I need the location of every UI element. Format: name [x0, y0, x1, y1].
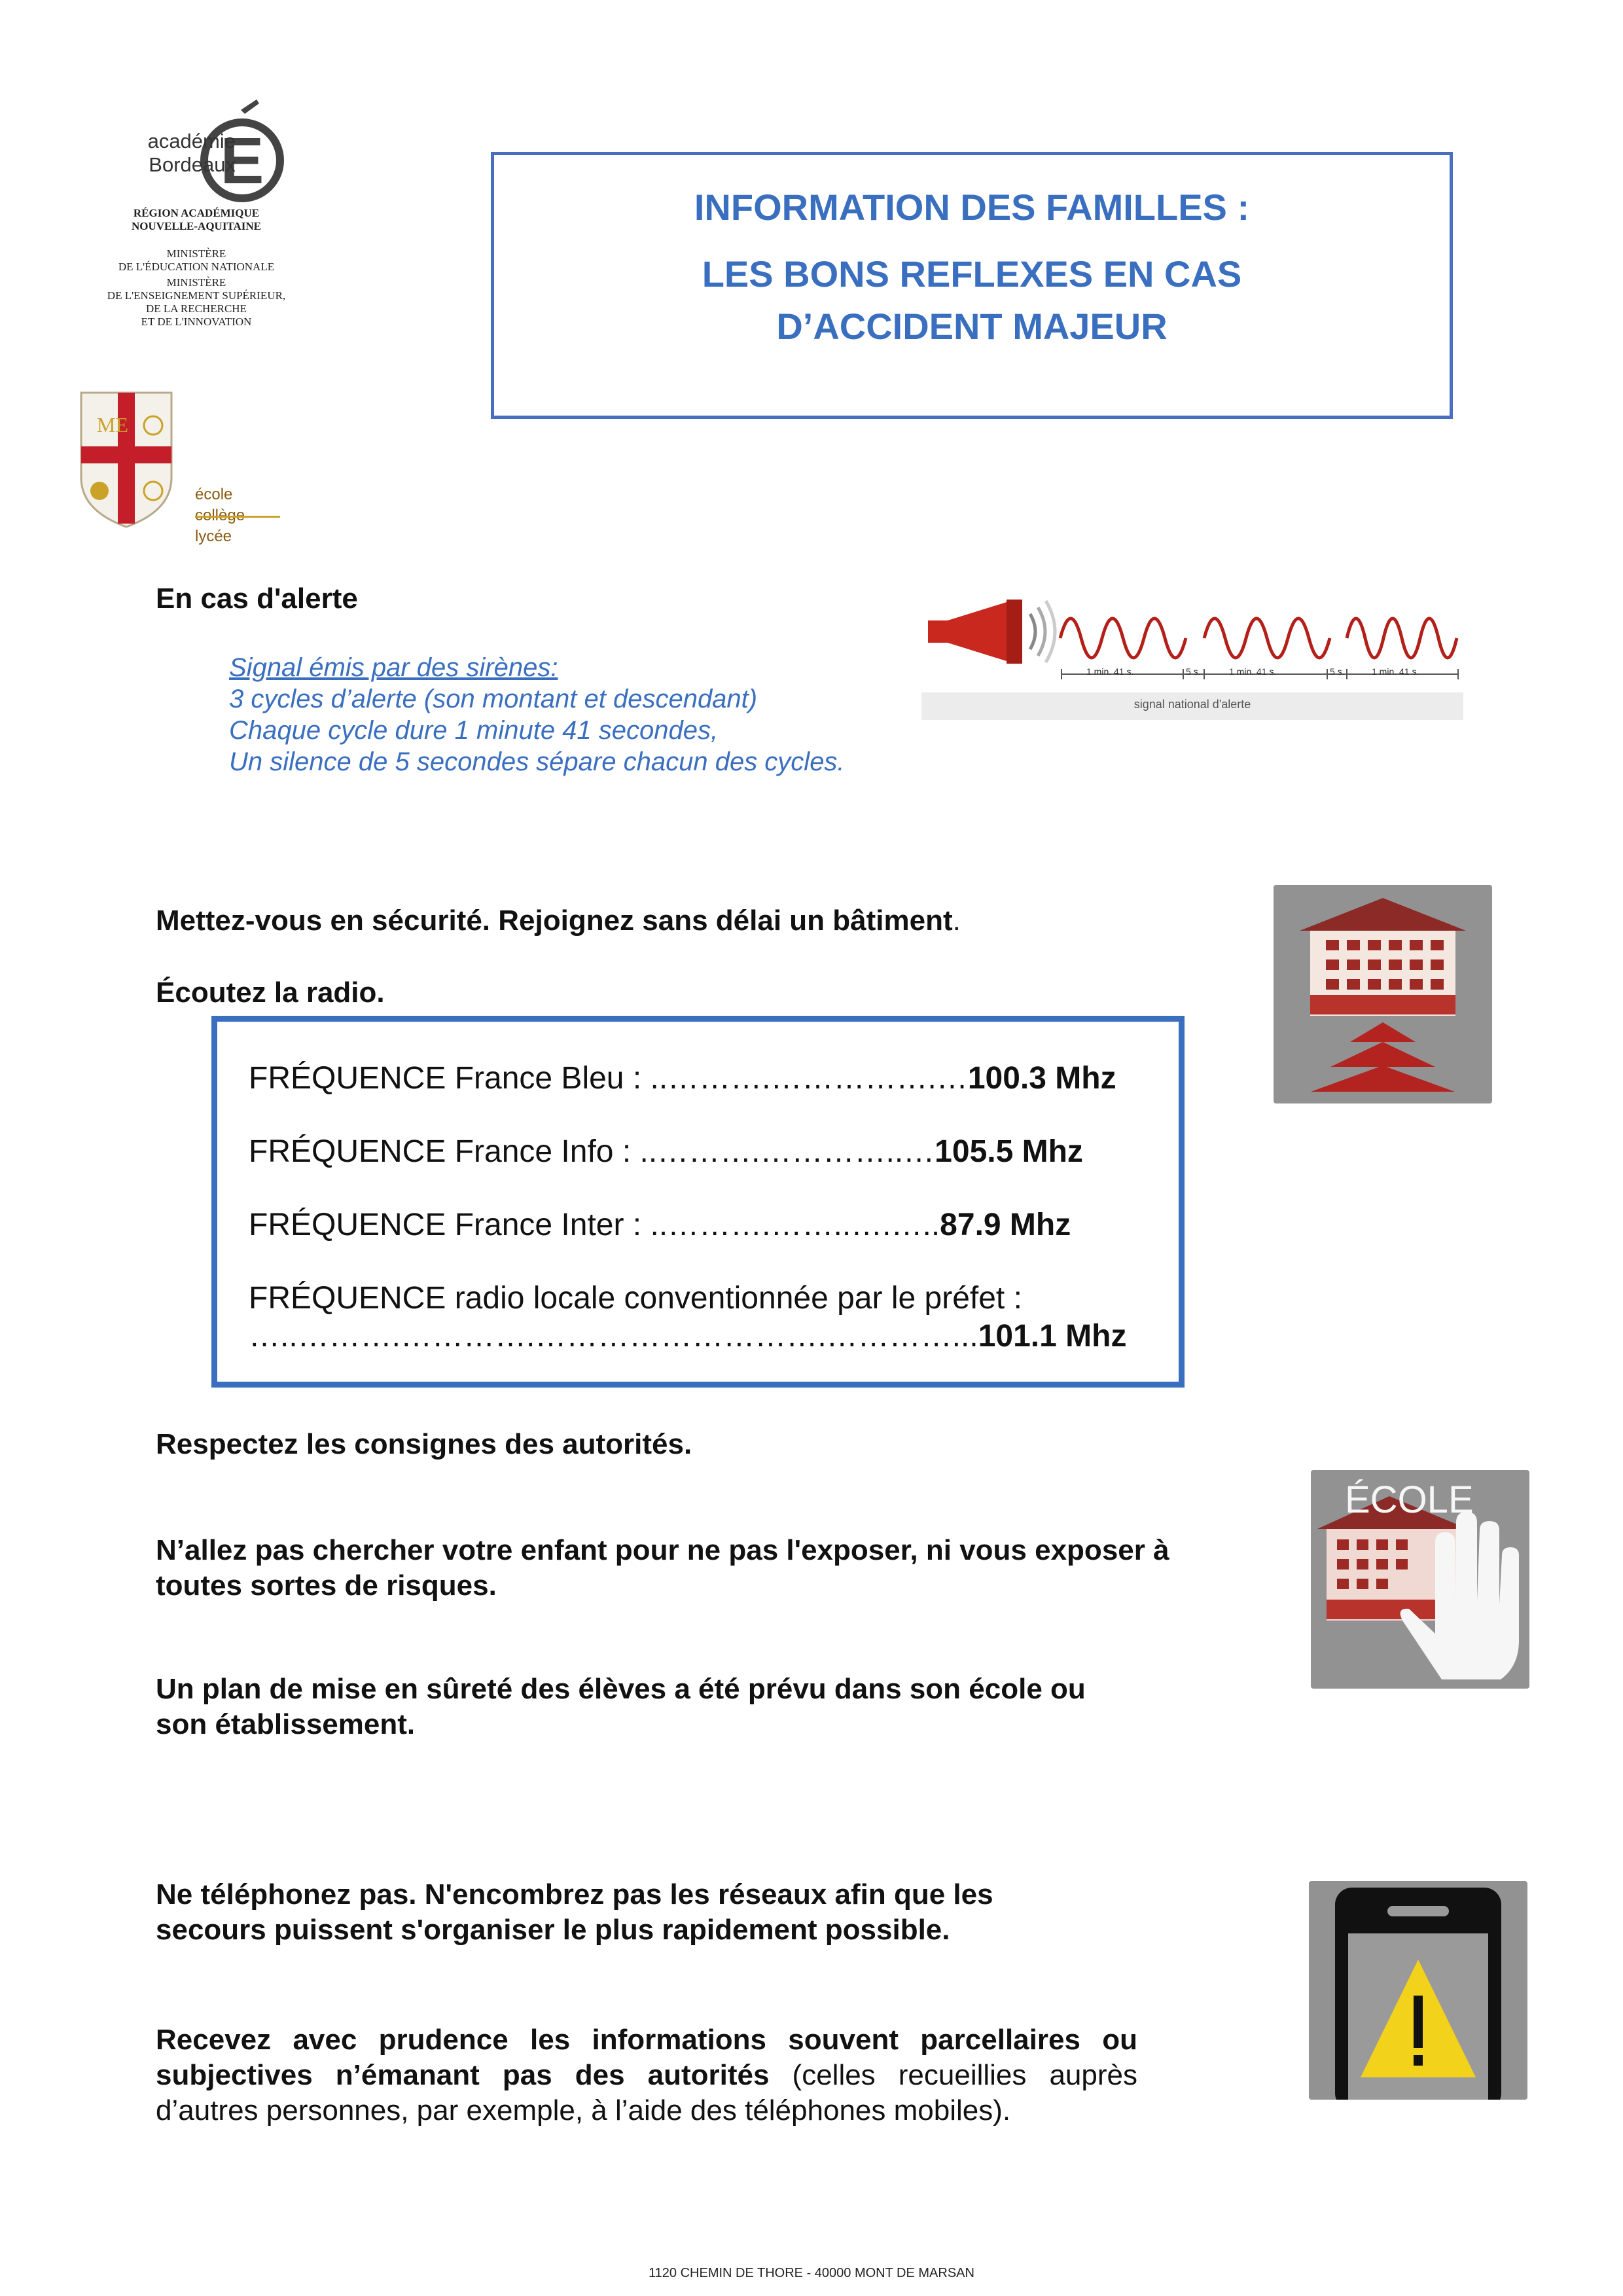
building-icon [1274, 885, 1492, 1103]
radio-frequency-box [211, 1016, 1185, 1388]
frequency-value: 105.5 Mhz [935, 1134, 1083, 1169]
frequency-value: 100.3 Mhz [967, 1061, 1116, 1096]
footer-address: 1120 CHEMIN DE THORE - 40000 MONT DE MARSAN [649, 2266, 974, 2280]
local-frequency-dots: …..……….………….……………………….…………... [249, 1319, 978, 1354]
ministry-line3: MINISTÈRE [166, 276, 226, 289]
academie-logo [98, 98, 308, 334]
child-line1: N’allez pas chercher votre enfant pour ne pas l'exposer, ni vous exposer à [156, 1534, 1169, 1566]
frequency-label: FRÉQUENCE France Bleu : ..……….…………….… [249, 1061, 968, 1096]
school-logo [77, 386, 293, 556]
plan-line1: Un plan de mise en sûreté des élèves a été prévu dans son école ou [156, 1673, 1086, 1705]
child-line2: toutes sortes de risques. [156, 1570, 497, 1602]
school-crest-icon [77, 386, 175, 530]
frequency-label: FRÉQUENCE France Inter : ..……….……..….….. [249, 1208, 940, 1242]
logo-underline [195, 516, 280, 518]
signal-line1: 3 cycles d’alerte (son montant et descendant) [229, 685, 758, 713]
title-line2: LES BONS REFLEXES EN CAS [702, 253, 1242, 295]
phone-warning-icon [1309, 1881, 1527, 2100]
ministry-line5: DE LA RECHERCHE [146, 302, 247, 315]
phone-line2: secours puissent s'organiser le plus rapidement possible. [156, 1914, 950, 1946]
cycle-label-2: 1 min. 41 s. [1229, 666, 1277, 677]
ministry-line4: DE L'ENSEIGNEMENT SUPÉRIEUR, [107, 289, 286, 302]
frequency-row [249, 1060, 1116, 1098]
svg-text:E: E [220, 124, 264, 198]
frequency-label: FRÉQUENCE France Info : ..……….…………..… [249, 1134, 935, 1169]
region-line2: NOUVELLE-AQUITAINE [131, 220, 262, 232]
local-frequency-row [249, 1318, 1126, 1355]
safety-main: Mettez-vous en sécurité. Rejoignez sans délai un bâtiment [156, 905, 953, 937]
frequency-value: 87.9 Mhz [940, 1208, 1071, 1242]
info-line2 [156, 2058, 1137, 2093]
alert-heading: En cas d'alerte [156, 583, 358, 615]
title-box [491, 152, 1453, 419]
siren-diagram [921, 583, 1463, 720]
phone-line1: Ne téléphonez pas. N'encombrez pas les réseaux afin que les [156, 1878, 993, 1910]
building-shelter-pictogram [1274, 885, 1492, 1103]
ministry-line1: MINISTÈRE [166, 247, 226, 260]
silence-label-2: 5 s. [1330, 666, 1345, 677]
frequency-row [249, 1133, 1083, 1171]
academie-name-line1: académie [147, 130, 236, 152]
info-line3: d’autres personnes, par exemple, à l’aide des téléphones mobiles). [156, 2094, 1011, 2126]
school-stop-pictogram [1311, 1470, 1529, 1689]
title-line3: D’ACCIDENT MAJEUR [776, 306, 1168, 347]
local-frequency-value: 101.1 Mhz [978, 1319, 1127, 1354]
plan-line2: son établissement. [156, 1708, 416, 1740]
ministry-line2: DE L'ÉDUCATION NATIONALE [118, 260, 275, 273]
phone-warning-pictogram [1309, 1881, 1527, 2100]
cycle-label-3: 1 min. 41 s. [1372, 666, 1419, 677]
safety-end: . [952, 905, 961, 937]
ministry-line6: ET DE L'INNOVATION [141, 315, 252, 328]
info-line1: Recevez avec prudence les informations souvent parcellaires ou [156, 2024, 1137, 2056]
local-frequency-label: FRÉQUENCE radio locale conventionnée par le préfet : [249, 1281, 1022, 1316]
info-line2-bold: subjectives n’émanant pas des autorités [156, 2059, 770, 2091]
school-pictogram-label: ÉCOLE [1345, 1479, 1474, 1521]
svg-text:ME: ME [97, 413, 128, 437]
radio-text: Écoutez la radio. [156, 977, 385, 1009]
safety-text [156, 903, 961, 939]
info-line2-rest: (celles recueillies auprès [769, 2059, 1137, 2091]
academie-name-line2: Bordeaux [149, 153, 236, 176]
region-line1: RÉGION ACADÉMIQUE [133, 207, 260, 219]
signal-title: Signal émis par des sirènes: [229, 653, 558, 682]
school-word-lycee: lycée [195, 528, 232, 545]
silence-label-1: 5 s. [1186, 666, 1201, 677]
school-word-ecole: école [195, 486, 233, 503]
signal-line2: Chaque cycle dure 1 minute 41 secondes, [229, 716, 719, 745]
siren-caption: signal national d'alerte [1133, 698, 1251, 711]
frequency-row [249, 1206, 1071, 1244]
cycle-label-1: 1 min. 41 s. [1086, 666, 1134, 677]
title-line1: INFORMATION DES FAMILLES : [694, 187, 1250, 228]
respect-text: Respectez les consignes des autorités. [156, 1428, 692, 1460]
signal-line3: Un silence de 5 secondes sépare chacun des cycles. [229, 747, 845, 776]
